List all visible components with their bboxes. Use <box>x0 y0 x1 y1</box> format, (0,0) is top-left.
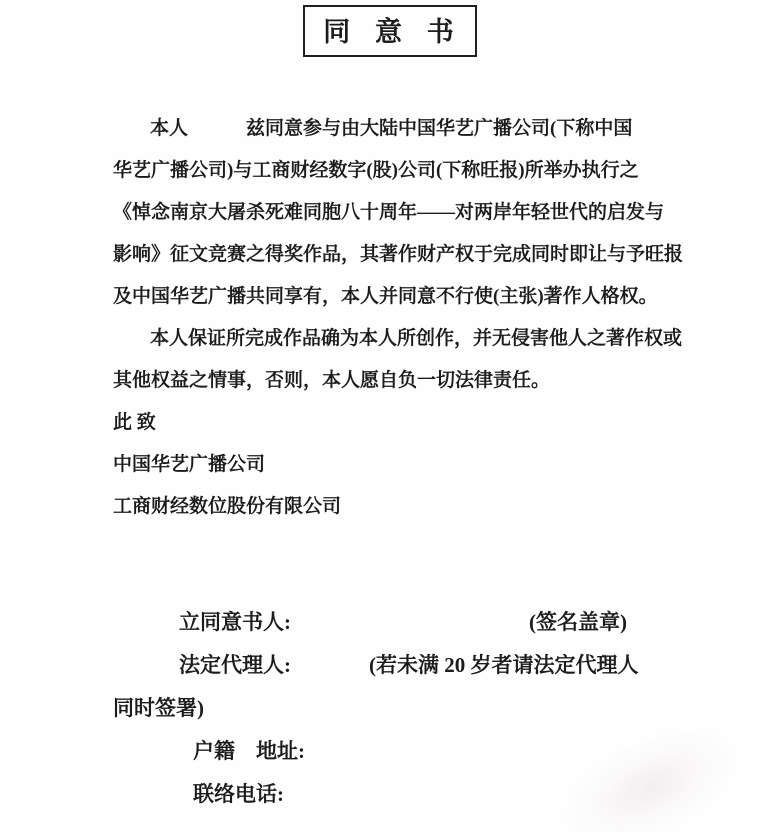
signer-label: 立同意书人: <box>179 610 291 634</box>
address-label: 户籍 地址: <box>193 739 305 763</box>
paragraph-line: 影响》征文竞赛之得奖作品，其著作财产权于完成同时即让与予旺报 <box>113 244 684 265</box>
signer-note: (签名盖章) <box>529 610 627 634</box>
document-title-box <box>303 5 477 57</box>
name-blank-field <box>188 133 246 134</box>
paragraph-line: 及中国华艺广播共同享有，本人并同意不行使(主张)著作人格权。 <box>113 286 658 307</box>
document-title: 同 意 书 <box>323 17 457 47</box>
paragraph1-line-first <box>113 108 780 150</box>
phone-label: 联络电话: <box>193 782 284 806</box>
recipient-line: 工商财经数位股份有限公司 <box>113 496 342 517</box>
paragraph1-prefix: 本人 <box>150 118 189 139</box>
paragraph-line: 其他权益之情事，否则，本人愿自负一切法律责任。 <box>113 370 551 391</box>
paragraph-line: 《悼念南京大屠杀死难同胞八十周年——对两岸年轻世代的启发与 <box>113 202 665 223</box>
guardian-blank-field <box>291 671 369 672</box>
guardian-line <box>113 644 780 687</box>
guardian-note-line2: 同时签署) <box>113 696 204 720</box>
document-body <box>113 108 780 528</box>
guardian-note-line1: (若未满 20 岁者请法定代理人 <box>369 653 639 677</box>
signer-line <box>113 601 780 644</box>
signature-section <box>113 601 780 816</box>
paragraph1-line-first-text: 兹同意参与由大陆中国华艺广播公司(下称中国 <box>246 118 633 139</box>
paragraph-line: 华艺广播公司)与工商财经数字(股)公司(下称旺报)所举办执行之 <box>113 160 639 181</box>
salutation-line: 此 致 <box>113 412 156 433</box>
paragraph-line: 本人保证所完成作品确为本人所创作，并无侵害他人之著作权或 <box>150 328 683 349</box>
title-row <box>0 0 780 57</box>
signer-blank-field <box>291 628 529 629</box>
guardian-label: 法定代理人: <box>179 653 291 677</box>
recipient-line: 中国华艺广播公司 <box>113 454 266 475</box>
